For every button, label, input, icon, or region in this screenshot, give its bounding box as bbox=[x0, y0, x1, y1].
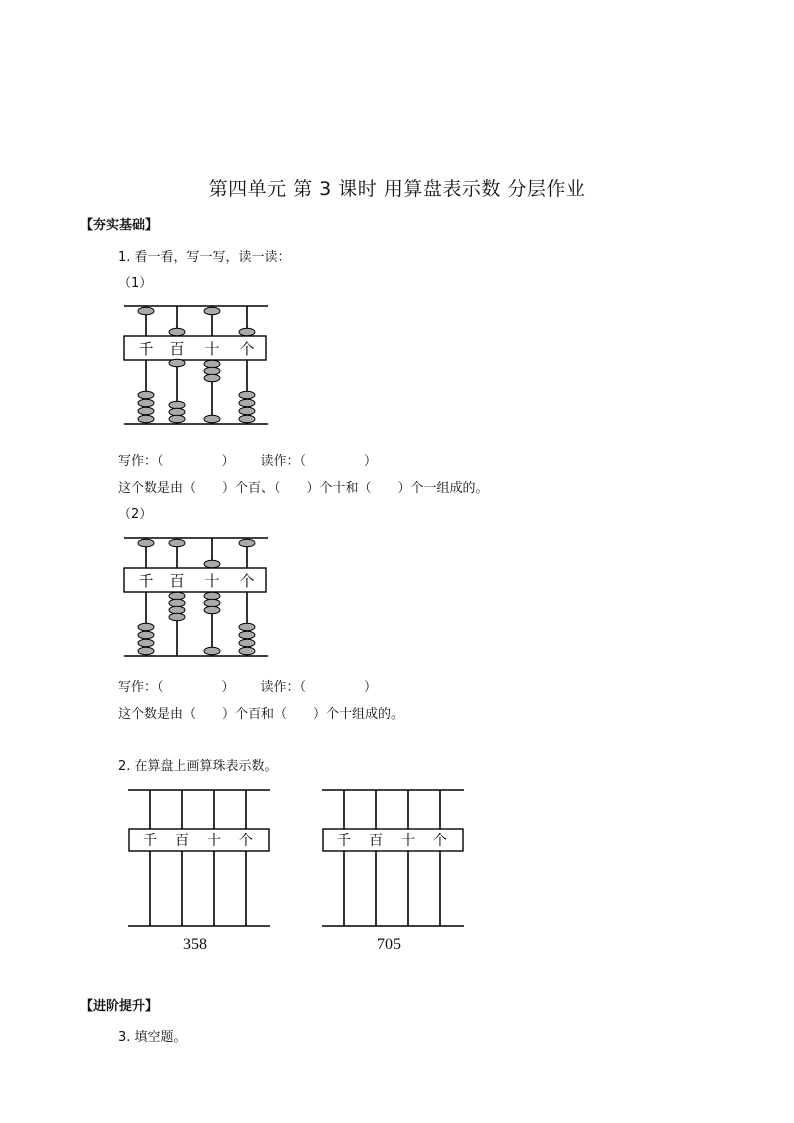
question-3-text: 3. 填空题。 bbox=[118, 1030, 187, 1045]
bead bbox=[204, 307, 220, 315]
bead bbox=[204, 647, 220, 655]
bead bbox=[138, 623, 154, 631]
part-2-write-read: 写作：（ ） 读作：（ ） bbox=[118, 680, 378, 695]
bead bbox=[239, 407, 255, 415]
read-label: 读作：（ bbox=[260, 680, 307, 695]
abacus-1-label-bai: 百 bbox=[169, 340, 185, 358]
abacus-1-label-qian: 千 bbox=[138, 340, 154, 358]
bead bbox=[138, 539, 154, 547]
bead bbox=[169, 599, 185, 607]
empty-abacus-2-label-qian: 千 bbox=[337, 833, 351, 849]
write-label: 写作：（ bbox=[118, 454, 164, 469]
write-label: 写作：（ bbox=[118, 680, 164, 695]
empty-abacus-705[interactable] bbox=[320, 784, 466, 930]
bead bbox=[138, 407, 154, 415]
bead bbox=[239, 391, 255, 399]
bead bbox=[204, 599, 220, 607]
bead bbox=[138, 647, 154, 655]
empty-abacus-2-label-bai: 百 bbox=[369, 833, 383, 849]
section-basic: 【夯实基础】 bbox=[80, 218, 159, 233]
bead bbox=[204, 374, 220, 382]
abacus-2-label-bai: 百 bbox=[169, 572, 185, 590]
bead bbox=[239, 639, 255, 647]
empty-abacus-1-label-ge: 个 bbox=[239, 833, 253, 849]
bead bbox=[138, 307, 154, 315]
empty-abacus-2-label-ge: 个 bbox=[433, 833, 447, 849]
bead bbox=[204, 606, 220, 614]
abacus-1 bbox=[120, 300, 272, 430]
bead bbox=[239, 399, 255, 407]
abacus-2-label-ge: 个 bbox=[239, 572, 255, 590]
question-2-text: 2. 在算盘上画算珠表示数。 bbox=[118, 759, 278, 774]
bead bbox=[239, 631, 255, 639]
empty-abacus-1-label-qian: 千 bbox=[143, 833, 157, 849]
read-label: 读作：（ bbox=[260, 454, 307, 469]
abacus-1-label-ge: 个 bbox=[239, 340, 255, 358]
bead bbox=[169, 415, 185, 423]
bead bbox=[204, 592, 220, 600]
bead bbox=[169, 592, 185, 600]
empty-abacus-2-label-shi: 十 bbox=[401, 833, 415, 849]
bead bbox=[169, 539, 185, 547]
part-1-label: （1） bbox=[118, 276, 153, 291]
bead bbox=[138, 631, 154, 639]
bead bbox=[169, 606, 185, 614]
number-358: 358 bbox=[183, 936, 207, 953]
number-705: 705 bbox=[377, 936, 401, 953]
bead bbox=[138, 415, 154, 423]
abacus-2-label-qian: 千 bbox=[138, 572, 154, 590]
part-2-sentence: 这个数是由（ ）个百和（ ）个十组成的。 bbox=[118, 707, 405, 722]
bead bbox=[239, 415, 255, 423]
bead bbox=[169, 328, 185, 336]
bead bbox=[204, 367, 220, 375]
question-1-text: 1. 看一看，写一写，读一读： bbox=[118, 250, 291, 265]
bead bbox=[169, 408, 185, 416]
empty-abacus-1-label-shi: 十 bbox=[207, 833, 221, 849]
bead bbox=[204, 560, 220, 568]
bead bbox=[239, 647, 255, 655]
bead bbox=[239, 539, 255, 547]
abacus-1-label-shi: 十 bbox=[204, 340, 220, 358]
bead bbox=[138, 391, 154, 399]
page-title: 第四单元 第 3 课时 用算盘表示数 分层作业 bbox=[208, 178, 586, 200]
abacus-2 bbox=[120, 532, 272, 662]
bead bbox=[239, 623, 255, 631]
bead bbox=[204, 415, 220, 423]
bead bbox=[169, 613, 185, 621]
part-1-write-read: 写作：（ ） 读作：（ ） bbox=[118, 454, 378, 469]
part-2-label: （2） bbox=[118, 507, 153, 522]
bead bbox=[239, 328, 255, 336]
bead bbox=[138, 639, 154, 647]
abacus-2-label-shi: 十 bbox=[204, 572, 220, 590]
bead bbox=[138, 399, 154, 407]
section-advanced: 【进阶提升】 bbox=[80, 999, 159, 1014]
empty-abacus-1-label-bai: 百 bbox=[175, 833, 189, 849]
bead bbox=[204, 360, 220, 368]
bead bbox=[169, 359, 185, 367]
part-1-sentence: 这个数是由（ ）个百、（ ）个十和（ ）个一组成的。 bbox=[118, 481, 489, 496]
bead bbox=[169, 401, 185, 409]
empty-abacus-358[interactable] bbox=[126, 784, 272, 930]
